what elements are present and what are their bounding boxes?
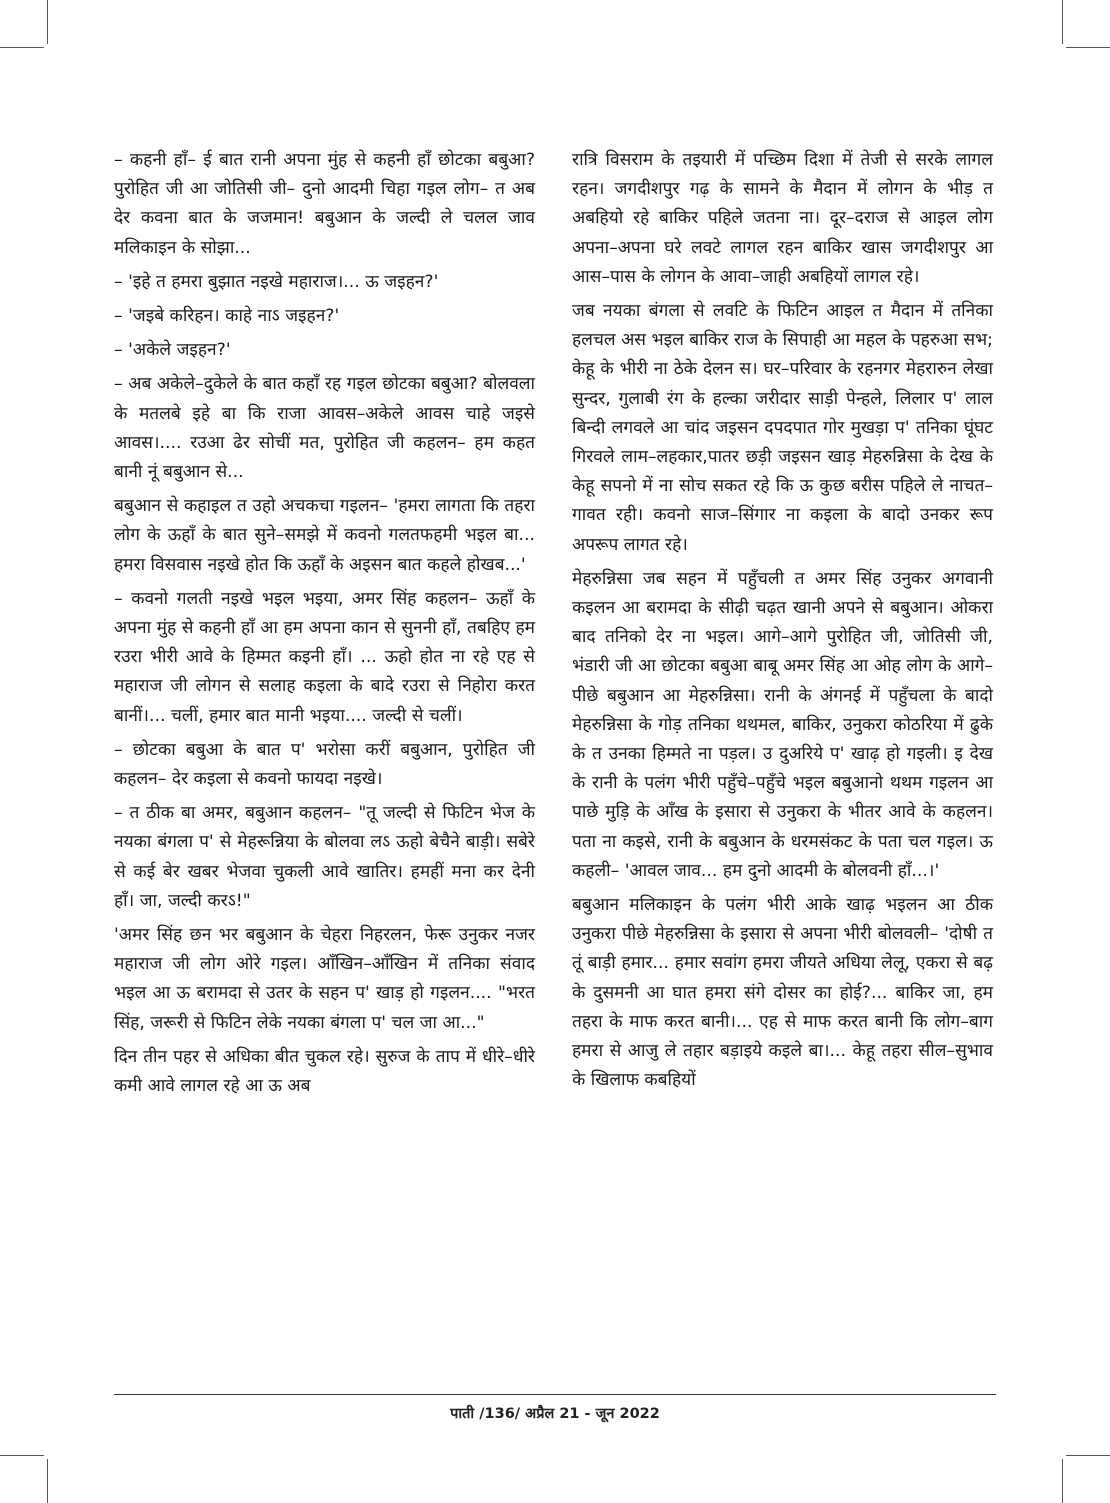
paragraph: – कवनो गलती नइखे भइल भइया, अमर सिंह कहलन– ऊहाँ के अपना मुंह से कहनी हाँ आ हम अपना कान से सुननी हाँ, तबहिए हम रउरा भीरी आवे के हिम्मत कइनी हाँ। ... ऊहो होत ना रहे एह से महाराज जी लोगन से सलाह कइला के बादे रउरा से निहोरा करत बानीं।... चलीं, हमार बात मानी भइया.... जल्दी से चलीं।: [114, 588, 535, 726]
paragraph: रात्रि विसराम के तइयारी में पच्छिम दिशा में तेजी से सरके लागल रहन। जगदीशपुर गढ़ के सामने के मैदान में लोगन के भीड़ त अबहियो रहे बाकिर पहिले जतना ना। दूर–दराज से आइल लोग अपना–अपना घरे लवटे लागल रहन बाकिर खास जगदीशपुर आ आस–पास के लोगन के आवा–जाही अबहियों लागल रहे।: [572, 150, 993, 287]
paragraph: दिन तीन पहर से अधिका बीत चुकल रहे। सुरुज के ताप में धीरे–धीरे कमी आवे लागल रहे आ ऊ अब: [114, 1046, 535, 1097]
left-column: [114, 146, 535, 1106]
paragraph: – त ठीक बा अमर, बबुआन कहलन– "तू जल्दी से फिटिन भेज के नयका बंगला प' से मेहरून्निया के बोलवा लऽ ऊहो बेचैने बाड़ी। सबेरे से कई बेर खबर भेजवा चुकली आवे खातिर। हमहीं मना कर देनी हाँ। जा, जल्दी करऽ!": [114, 803, 535, 911]
crop-mark: [47, 1459, 48, 1503]
paragraph: – छोटका बबुआ के बात प' भरोसा करीं बबुआन, पुरोहित जी कहलन– देर कइला से कवनो फायदा नइखे।: [114, 739, 535, 790]
crop-mark: [1062, 0, 1063, 44]
paragraph: – अब अकेले–दुकेले के बात कहाँ रह गइल छोटका बबुआ? बोलवला के मतलबे इहे बा कि राजा आवस–अकेले आवस चाहे जइसे आवस।.... रउआ ढेर सोचीं मत, पुरोहित जी कहलन– हम कहत बानी नूं बबुआन से...: [114, 374, 535, 483]
crop-mark: [1062, 1459, 1063, 1503]
paragraph: – 'इहे त हमरा बुझात नइखे महाराज।... ऊ जइहन?': [114, 271, 439, 292]
paragraph: – 'जइबे करिहन। काहे नाऽ जइहन?': [114, 306, 340, 327]
crop-mark: [1066, 1455, 1110, 1456]
paragraph: जब नयका बंगला से लवटि के फिटिन आइल त मैदान में तनिका हलचल अस भइल बाकिर राज के सिपाही आ महल के पहरुआ सभ; केहू के भीरी ना ठेके देलन स। घर–परिवार के रहनगर मेहरारुन लेखा सुन्दर, गुलाबी रंग के हल्का जरीदार साड़ी पेन्हले, लिलार प' लाल बिन्दी लगवले आ चांद जइसन दपदपात गोर मुखड़ा प' तनिका घूंघट गिरवले लाम–लहकार,पातर छड़ी जइसन खाड़ मेहरुन्निसा के देख के केहू सपनो में ना सोच सकत रहे कि ऊ कुछ बरीस पहिले ले नाचत–गावत रही। कवनो साज–सिंगार ना कइला के बादो उनकर रूप अपरूप लागत रहे।: [572, 301, 993, 555]
paragraph: 'अमर सिंह छन भर बबुआन के चेहरा निहरलन, फेरू उनुकर नजर महाराज जी लोग ओरे गइल। आँखिन–आँखिन में तनिका संवाद भइल आ ऊ बरामदा से उतर के सहन प' खाड़ हो गइलन.... "भरत सिंह, जरूरी से फिटिन लेके नयका बंगला प' चल जा आ...": [114, 925, 535, 1033]
page-footer: पाती /136/ अप्रैल 21 - जून 2022: [450, 1406, 660, 1422]
crop-mark: [1066, 47, 1110, 48]
right-column: [572, 146, 993, 1101]
paragraph: बबुआन से कहाइल त उहो अचकचा गइलन– 'हमरा लागता कि तहरा लोग के ऊहाँ के बात सुने–समझे में कवनो गलतफहमी भइल बा... हमरा विसवास नइखे होत कि ऊहाँ के अइसन बात कहले होखब...': [114, 496, 535, 575]
paragraph: – कहनी हाँ– ई बात रानी अपना मुंह से कहनी हाँ छोटका बबुआ? पुरोहित जी आ जोतिसी जी– दुनो आदमी चिहा गइल लोग– त अब देर कवना बात के जजमान! बबुआन के जल्दी ले चलल जाव मलिकाइन के सोझा...: [114, 150, 535, 258]
crop-mark: [0, 47, 44, 48]
crop-mark: [47, 0, 48, 44]
crop-mark: [0, 1455, 44, 1456]
paragraph: बबुआन मलिकाइन के पलंग भीरी आके खाढ़ भइलन आ ठीक उनुकरा पीछे मेहरुन्निसा के इसारा से अपना भीरी बोलवली– 'दोषी त तूं बाड़ी हमार... हमार सवांग हमरा जीयते अधिया लेलू, एकरा से बढ़ के दुसमनी आ घात हमरा संगे दोसर का होई?... बाकिर जा, हम तहरा के माफ करत बानी।... एह से माफ करत बानी कि लोग–बाग हमरा से आजु ले तहार बड़ाइये कइले बा।... केहू तहरा सील–सुभाव के खिलाफ कबहियों: [572, 895, 993, 1091]
footer-rule: [114, 1394, 996, 1395]
paragraph: – 'अकेले जइहन?': [114, 340, 231, 361]
paragraph: मेहरुन्निसा जब सहन में पहुँचली त अमर सिंह उनुकर अगवानी कइलन आ बरामदा के सीढ़ी चढ़त खानी अपने से बबुआन। ओकरा बाद तनिको देर ना भइल। आगे–आगे पुरोहित जी, जोतिसी जी, भंडारी जी आ छोटका बबुआ बाबू अमर सिंह आ ओह लोग के आगे–पीछे बबुआन आ मेहरुन्निसा। रानी के अंगनई में पहुँचला के बादो मेहरुन्निसा के गोड़ तनिका थथमल, बाकिर, उनुकरा कोठरिया में ढुके के त उनका हिम्मते ना पड़ल। उ दुअरिये प' खाढ़ हो गइली। इ देख के रानी के पलंग भीरी पहुँचे–पहुँचे भइल बबुआनो थथम गइलन आ पाछे मुड़ि के आँख के इसारा से उनुकरा के भीतर आवे के कहलन। पता ना कइसे, रानी के बबुआन के धरमसंकट के पता चल गइल। ऊ कहली– 'आवल जाव... हम दुनो आदमी के बोलवनी हाँ...।': [572, 568, 993, 881]
